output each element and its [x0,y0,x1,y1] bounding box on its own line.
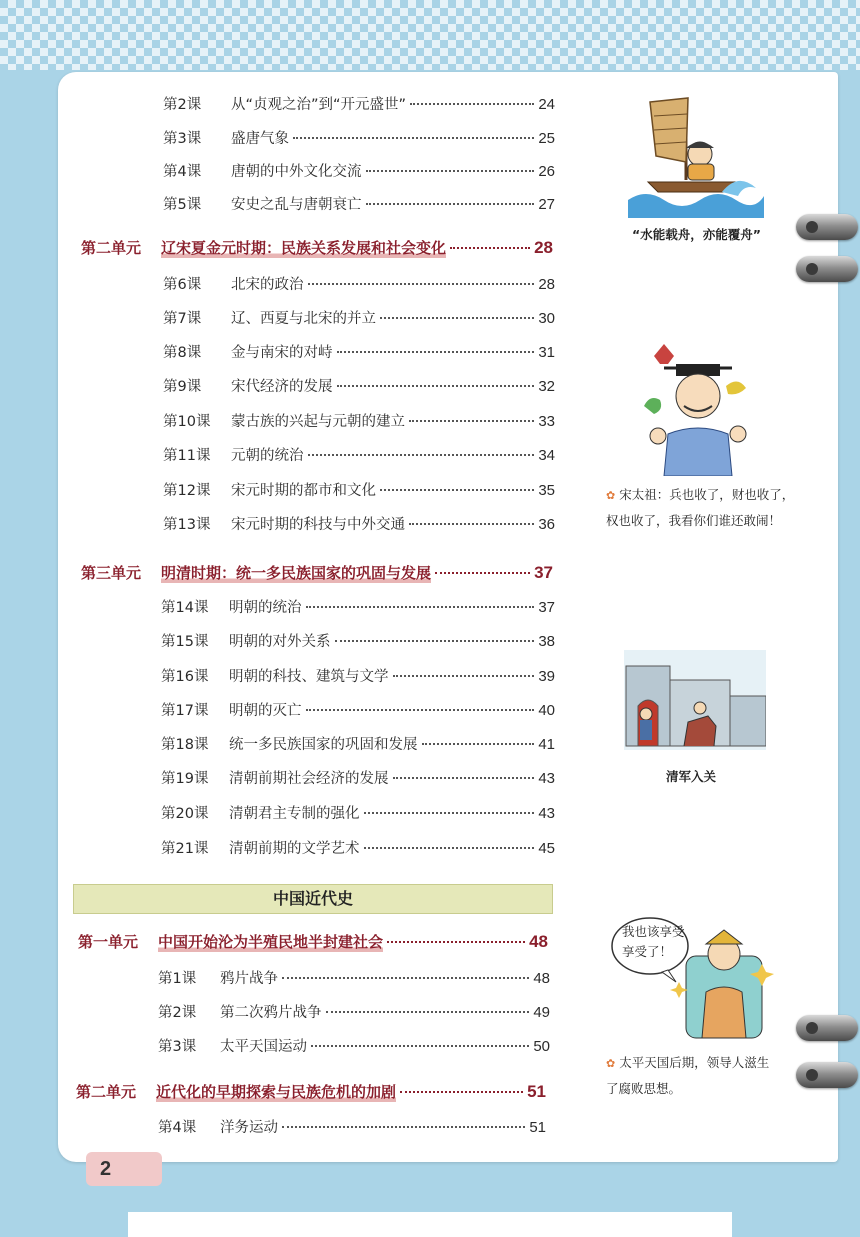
toc-lesson-row[interactable] [158,967,550,988]
dot-leader [306,709,535,711]
lesson-number: 第13课 [163,517,211,533]
toc-lesson-row[interactable] [161,802,555,823]
lesson-title: 明朝的灭亡 [229,703,302,719]
lesson-title: 宋元时期的都市和文化 [231,483,376,499]
lesson-page: 33 [538,413,555,430]
lesson-number: 第4课 [158,1120,197,1136]
toc-lesson-row[interactable] [163,160,555,181]
dot-leader [335,640,535,642]
lesson-page: 51 [529,1119,546,1136]
lesson-title: 从“贞观之治”到“开元盛世” [231,97,407,113]
dot-leader [282,1126,525,1128]
dot-leader [450,247,530,249]
binder-ring [796,256,858,282]
dot-leader [326,1011,530,1013]
lesson-title: 唐朝的中外文化交流 [231,164,362,180]
lesson-page: 31 [538,344,555,361]
dot-leader [410,103,534,105]
lesson-number: 第8课 [163,345,202,361]
lesson-page: 48 [533,970,550,987]
lesson-number: 第10课 [163,414,211,430]
dot-leader [380,489,534,491]
dot-leader [422,743,535,745]
song-taizu-caption-line2: 权也收了，我看你们谁还敢闹！ [606,513,782,528]
dot-leader [366,203,535,205]
toc-lesson-row[interactable] [163,513,555,534]
unit-page: 51 [527,1082,546,1101]
song-taizu-illustration [634,334,764,476]
lesson-page: 41 [538,736,555,753]
lesson-page: 39 [538,668,555,685]
lesson-page: 50 [533,1038,550,1055]
toc-lesson-row[interactable] [163,193,555,214]
toc-unit-row[interactable] [81,237,553,258]
lesson-page: 36 [538,516,555,533]
lesson-page: 24 [538,96,555,113]
dot-leader [366,170,535,172]
lesson-title: 盛唐气象 [231,131,289,147]
dot-leader [308,283,535,285]
boat-caption: “水能载舟，亦能覆舟” [632,227,761,242]
lesson-title: 清朝君主专制的强化 [229,806,360,822]
bubble-text-line2: 享受了！ [622,944,673,959]
dot-leader [435,572,530,574]
lesson-page: 49 [533,1004,550,1021]
dot-leader [393,777,535,779]
unit-title: 中国开始沦为半殖民地半封建社会 [158,933,384,951]
lesson-page: 28 [538,276,555,293]
dot-leader [337,385,535,387]
unit-page: 28 [534,238,553,257]
dot-leader [282,977,529,979]
lesson-page: 34 [538,447,555,464]
lesson-number: 第15课 [161,634,209,650]
lesson-page: 38 [538,633,555,650]
dot-leader [308,454,535,456]
toc-lesson-row[interactable] [161,733,555,754]
dot-leader [306,606,535,608]
lesson-page: 27 [538,196,555,213]
toc-lesson-row[interactable] [158,1001,550,1022]
dot-leader [409,523,534,525]
taiping-caption-line1 [606,1050,769,1076]
lesson-title: 统一多民族国家的巩固和发展 [229,737,418,753]
lesson-title: 宋代经济的发展 [231,379,333,395]
unit-title: 近代化的早期探索与民族危机的加剧 [156,1083,397,1101]
lesson-title: 北宋的政治 [231,277,304,293]
unit-number: 第二单元 [76,1083,137,1101]
lesson-number: 第4课 [163,164,202,180]
lesson-page: 43 [538,805,555,822]
lesson-page: 32 [538,378,555,395]
toc-lesson-row[interactable] [163,444,555,465]
bubble-text-line1: 我也该享受 [622,924,685,939]
dot-leader [293,137,534,139]
lesson-page: 26 [538,163,555,180]
dot-leader [400,1091,523,1093]
toc-lesson-row[interactable] [163,93,555,114]
toc-unit-row[interactable] [78,931,548,952]
toc-lesson-row[interactable] [163,410,555,431]
toc-lesson-row[interactable] [158,1035,550,1056]
flower-bullet-icon: ✿ [606,489,616,502]
boat-illustration [626,92,766,218]
unit-title: 明清时期：统一多民族国家的巩固与发展 [161,564,432,582]
binder-ring [796,1015,858,1041]
lesson-number: 第12课 [163,483,211,499]
binder-ring [796,214,858,240]
lesson-title: 洋务运动 [220,1120,278,1136]
lesson-number: 第2课 [158,1005,197,1021]
toc-lesson-row[interactable] [163,307,555,328]
page-number: 2 [86,1152,162,1186]
toc-lesson-row[interactable] [161,630,555,651]
lesson-number: 第3课 [158,1039,197,1055]
lesson-title: 鸦片战争 [220,971,278,987]
lesson-title: 清朝前期社会经济的发展 [229,771,389,787]
lesson-page: 35 [538,482,555,499]
lesson-page: 45 [538,840,555,857]
toc-unit-row[interactable] [81,562,553,583]
lesson-title: 太平天国运动 [220,1039,307,1055]
lesson-number: 第19课 [161,771,209,787]
toc-lesson-row[interactable] [163,375,555,396]
lesson-page: 40 [538,702,555,719]
unit-page: 48 [529,932,548,951]
lesson-page: 37 [538,599,555,616]
toc-unit-row[interactable] [76,1081,546,1102]
dot-leader [337,351,535,353]
lesson-title: 清朝前期的文学艺术 [229,841,360,857]
lesson-number: 第7课 [163,311,202,327]
dot-leader [311,1045,529,1047]
caption-text: 宋太祖：兵也收了，财也收了， [619,487,795,502]
toc-lesson-row[interactable] [161,767,555,788]
lesson-number: 第2课 [163,97,202,113]
toc-lesson-row[interactable] [158,1116,546,1137]
lesson-number: 第11课 [163,448,211,464]
dot-leader [387,941,525,943]
caption-text: 太平天国后期，领导人滋生 [619,1055,770,1070]
lesson-title: 明朝的对外关系 [229,634,331,650]
toc-lesson-row[interactable] [161,837,555,858]
lesson-title: 第二次鸦片战争 [220,1005,322,1021]
qing-army-illustration [624,650,766,750]
toc-lesson-row[interactable] [163,127,555,148]
lesson-page: 25 [538,130,555,147]
lesson-title: 辽、西夏与北宋的并立 [231,311,376,327]
taiping-caption-line2: 了腐败思想。 [606,1081,682,1096]
qing-caption: 清军入关 [666,769,717,784]
section-banner: 中国近代史 [73,884,553,914]
toc-lesson-row[interactable] [163,273,555,294]
toc-lesson-row[interactable] [161,665,555,686]
unit-title: 辽宋夏金元时期：民族关系发展和社会变化 [161,239,447,257]
unit-number: 第二单元 [81,239,142,257]
lesson-page: 43 [538,770,555,787]
lesson-number: 第21课 [161,841,209,857]
song-taizu-caption-line1 [606,482,794,508]
lesson-title: 安史之乱与唐朝衰亡 [231,197,362,213]
lesson-title: 元朝的统治 [231,448,304,464]
dot-leader [393,675,535,677]
lesson-number: 第14课 [161,600,209,616]
dot-leader [409,420,534,422]
lesson-title: 蒙古族的兴起与元朝的建立 [231,414,405,430]
lesson-page: 30 [538,310,555,327]
lesson-number: 第16课 [161,669,209,685]
lesson-title: 明朝的科技、建筑与文学 [229,669,389,685]
unit-number: 第一单元 [78,933,139,951]
lesson-number: 第5课 [163,197,202,213]
dot-leader [380,317,534,319]
toc-lesson-row[interactable] [161,596,555,617]
dot-leader [364,847,535,849]
unit-number: 第三单元 [81,564,142,582]
unit-page: 37 [534,563,553,582]
dot-leader [364,812,535,814]
flower-bullet-icon: ✿ [606,1057,616,1070]
toc-lesson-row[interactable] [163,479,555,500]
lesson-number: 第17课 [161,703,209,719]
lesson-title: 金与南宋的对峙 [231,345,333,361]
lesson-number: 第6课 [163,277,202,293]
lesson-number: 第9课 [163,379,202,395]
lesson-number: 第18课 [161,737,209,753]
lesson-number: 第1课 [158,971,197,987]
lesson-title: 明朝的统治 [229,600,302,616]
toc-lesson-row[interactable] [163,341,555,362]
toc-lesson-row[interactable] [161,699,555,720]
lesson-title: 宋元时期的科技与中外交通 [231,517,405,533]
binder-ring [796,1062,858,1088]
lesson-number: 第20课 [161,806,209,822]
lesson-number: 第3课 [163,131,202,147]
